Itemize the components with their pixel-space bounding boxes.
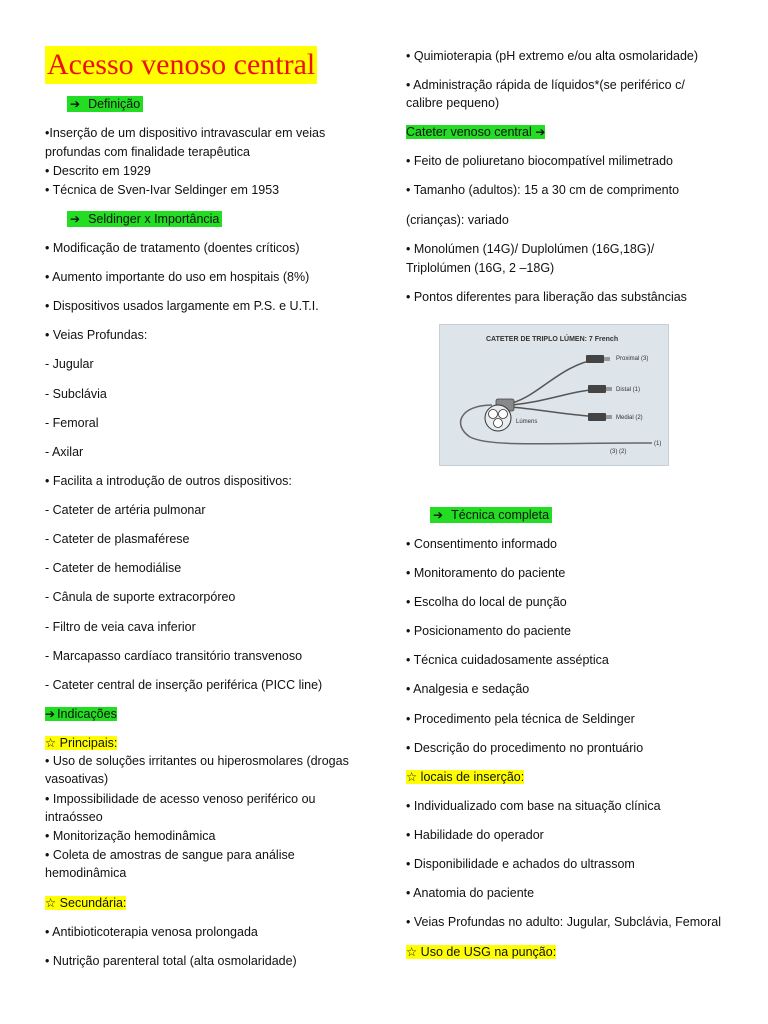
- text-line: • Antibioticoterapia venosa prolongada: [45, 925, 258, 939]
- text-line: - Cânula de suporte extracorpóreo: [45, 590, 236, 604]
- text-line: - Cateter de artéria pulmonar: [45, 503, 206, 517]
- text-line: • Monitorização hemodinâmica: [45, 829, 216, 843]
- text-line: - Jugular: [45, 357, 94, 371]
- text-line: • Impossibilidade de acesso venoso periférico ou: [45, 792, 316, 806]
- section-definicao: ➔ Definição: [67, 95, 375, 113]
- text-line: • Técnica de Sven-Ivar Seldinger em 1953: [45, 183, 280, 197]
- text-line: - Filtro de veia cava inferior: [45, 620, 196, 634]
- text-line: • Anatomia do paciente: [406, 886, 535, 900]
- text-line: • Uso de soluções irritantes ou hiperosmolares (drogas: [45, 754, 349, 768]
- text-line: - Femoral: [45, 416, 99, 430]
- text-line: • Veias Profundas no adulto: Jugular, Subclávia, Femoral: [406, 915, 721, 929]
- text-line: profundas com finalidade terapêutica: [45, 145, 250, 159]
- catheter-illustration: [440, 325, 668, 465]
- arrow-right-icon: ➔: [433, 508, 444, 522]
- text-line: • Monitoramento do paciente: [406, 566, 566, 580]
- text-line: • Habilidade do operador: [406, 828, 544, 842]
- text-line: • Escolha do local de punção: [406, 595, 567, 609]
- text-line: • Descrição do procedimento no prontuário: [406, 741, 644, 755]
- arrow-right-icon: ➔: [70, 212, 81, 226]
- text-line: • Dispositivos usados largamente em P.S. e U.T.I.: [45, 299, 319, 313]
- text-line: • Facilita a introdução de outros dispositivos:: [45, 474, 292, 488]
- label-lumens: Lúmens: [516, 419, 538, 425]
- text-line: • Analgesia e sedação: [406, 682, 530, 696]
- text-line: - Cateter de hemodiálise: [45, 561, 182, 575]
- text-line: hemodinâmica: [45, 866, 127, 880]
- text-line: - Axilar: [45, 445, 84, 459]
- text-line: - Cateter central de inserção periférica (PICC line): [45, 678, 323, 692]
- text-line: • Posicionamento do paciente: [406, 624, 571, 638]
- text-line: • Modificação de tratamento (doentes críticos): [45, 241, 300, 255]
- catheter-figure: [439, 324, 669, 466]
- label-tip-1: (1): [654, 441, 662, 447]
- text-line: • Descrito em 1929: [45, 164, 151, 178]
- section-cateter: Cateter venoso central ➔: [406, 125, 546, 139]
- text-line: - Subclávia: [45, 387, 107, 401]
- text-line: • Administração rápida de líquidos*(se periférico c/: [406, 78, 685, 92]
- text-line: • Procedimento pela técnica de Seldinger: [406, 712, 635, 726]
- arrow-right-icon: ➔: [45, 707, 56, 721]
- text-line: - Cateter de plasmaférese: [45, 532, 190, 546]
- text-line: • Pontos diferentes para liberação das substâncias: [406, 290, 687, 304]
- text-line: - Marcapasso cardíaco transitório transvenoso: [45, 649, 303, 663]
- figure-title: CATETER DE TRIPLO LÚMEN: 7 French: [486, 336, 619, 343]
- text-line: • Quimioterapia (pH extremo e/ou alta osmolaridade): [406, 49, 699, 63]
- text-line: • Consentimento informado: [406, 537, 557, 551]
- text-line: • Tamanho (adultos): 15 a 30 cm de comprimento: [406, 183, 680, 197]
- label-distal: Distal (1): [616, 387, 641, 393]
- section-principais: ☆ Principais:: [45, 736, 118, 750]
- text-line: • Aumento importante do uso em hospitais (8%): [45, 270, 310, 284]
- text-line: • Monolúmen (14G)/ Duplolúmen (16G,18G)/: [406, 242, 655, 256]
- text-line: calibre pequeno): [406, 96, 500, 110]
- label-tip-3-2: (3) (2): [610, 449, 627, 455]
- text-line: • Disponibilidade e achados do ultrassom: [406, 857, 635, 871]
- text-line: • Coleta de amostras de sangue para análise: [45, 848, 295, 862]
- section-usg: ☆ Uso de USG na punção:: [406, 945, 557, 959]
- section-indicacoes: ➔ Indicações: [45, 707, 117, 721]
- label-proximal: Proximal (3): [616, 356, 649, 362]
- text-line: • Nutrição parenteral total (alta osmolaridade): [45, 954, 297, 968]
- text-line: Triplolúmen (16G, 2 –18G): [406, 261, 555, 275]
- section-locais: ☆ locais de inserção:: [406, 770, 525, 784]
- text-line: intraósseo: [45, 810, 103, 824]
- arrow-right-icon: ➔: [535, 125, 546, 139]
- section-tecnica: ➔ Técnica completa: [430, 506, 736, 524]
- text-line: • Individualizado com base na situação clínica: [406, 799, 661, 813]
- text-line: (crianças): variado: [406, 213, 509, 227]
- text-line: • Técnica cuidadosamente asséptica: [406, 653, 609, 667]
- text-line: •Inserção de um dispositivo intravascular em veias: [45, 126, 326, 140]
- label-medial: Medial (2): [616, 415, 643, 421]
- section-secundaria: ☆ Secundária:: [45, 896, 127, 910]
- text-line: vasoativas): [45, 772, 109, 786]
- page-title: Acesso venoso central: [45, 46, 317, 84]
- text-line: • Feito de poliuretano biocompatível milimetrado: [406, 154, 674, 168]
- text-line: • Veias Profundas:: [45, 328, 148, 342]
- arrow-right-icon: ➔: [70, 97, 81, 111]
- section-seldinger: ➔ Seldinger x Importância: [67, 210, 375, 228]
